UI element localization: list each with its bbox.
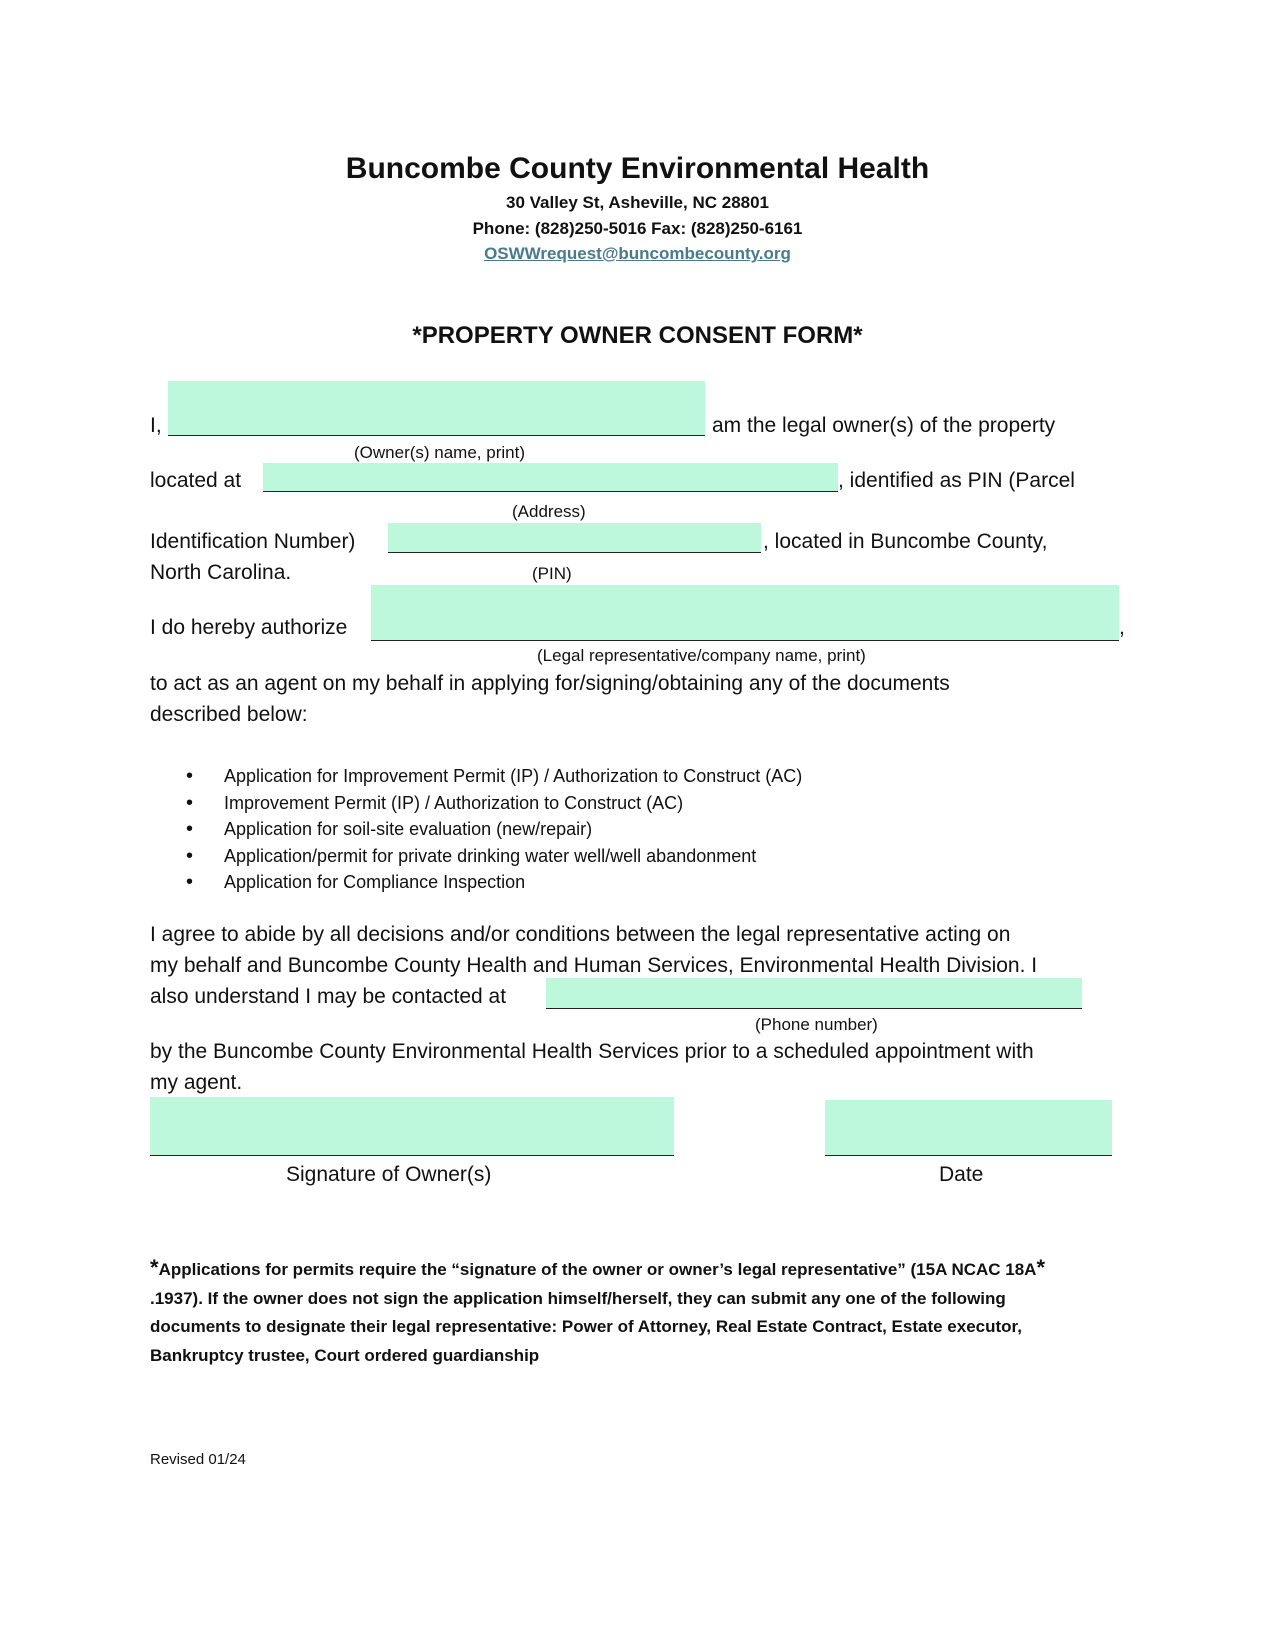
agree-text-line1: I agree to abide by all decisions and/or conditions between the legal representative acting on <box>150 923 1011 946</box>
legal-note <box>150 1254 1130 1370</box>
phone-field[interactable] <box>546 978 1082 1009</box>
asterisk: * <box>150 1255 159 1280</box>
legal-rep-field[interactable] <box>371 585 1119 641</box>
phone-caption: (Phone number) <box>755 1015 878 1034</box>
legal-rep-caption: (Legal representative/company name, print) <box>537 646 866 665</box>
authorize-text: I do hereby authorize <box>150 616 348 639</box>
contacted-text-line2: my agent. <box>150 1071 243 1094</box>
revision-date: Revised 01/24 <box>150 1451 246 1468</box>
north-carolina-text: North Carolina. <box>150 561 292 584</box>
agent-text-line1: to act as an agent on my behalf in applying for/signing/obtaining any of the documents <box>150 672 950 695</box>
contacted-text-line1: by the Buncombe County Environmental Health Services prior to a scheduled appointment with <box>150 1040 1034 1063</box>
documents-list <box>186 763 802 896</box>
date-field[interactable] <box>825 1100 1112 1156</box>
list-item: • Improvement Permit (IP) / Authorization to Construct (AC) <box>186 790 802 817</box>
agency-phone-fax: Phone: (828)250-5016 Fax: (828)250-6161 <box>472 219 803 238</box>
address-field[interactable] <box>263 463 838 492</box>
date-caption: Date <box>939 1163 984 1186</box>
comma: , <box>1119 616 1125 639</box>
i-prefix: I, <box>150 414 162 437</box>
pin-caption: (PIN) <box>532 564 572 583</box>
legal-note-line4: Bankruptcy trustee, Court ordered guardianship <box>150 1345 540 1365</box>
form-title: *PROPERTY OWNER CONSENT FORM* <box>412 322 863 349</box>
legal-note-line3: documents to designate their legal representative: Power of Attorney, Real Estate Contract, Estate executor, <box>150 1317 1022 1336</box>
identification-number-text: Identification Number) <box>150 530 356 553</box>
agency-address: 30 Valley St, Asheville, NC 28801 <box>505 193 770 212</box>
list-item: • Application for Improvement Permit (IP) / Authorization to Construct (AC) <box>186 763 802 790</box>
agree-text-line2: my behalf and Buncombe County Health and Human Services, Environmental Health Division. I <box>150 954 1038 977</box>
agent-text-line2: described below: <box>150 703 308 726</box>
owner-name-caption: (Owner(s) name, print) <box>354 443 525 462</box>
identified-as-text: , identified as PIN (Parcel <box>838 469 1075 492</box>
list-item: • Application/permit for private drinking water well/well abandonment <box>186 843 802 870</box>
signature-caption: Signature of Owner(s) <box>286 1163 492 1186</box>
list-item: • Application for soil-site evaluation (new/repair) <box>186 816 802 843</box>
legal-owner-text: am the legal owner(s) of the property <box>712 414 1056 437</box>
address-caption: (Address) <box>512 502 586 521</box>
agency-title: Buncombe County Environmental Health <box>345 152 930 185</box>
signature-field[interactable] <box>150 1097 674 1156</box>
agree-text-line3: also understand I may be contacted at <box>150 985 507 1008</box>
legal-note-line2: .1937). If the owner does not sign the application himself/herself, they can submit any one of the following <box>150 1288 1006 1308</box>
legal-note-line1: *Applications for permits require the “signature of the owner or owner’s legal representative” (15A NCAC 18A* <box>150 1255 1046 1280</box>
pin-field[interactable] <box>388 523 761 553</box>
located-at-text: located at <box>150 469 242 492</box>
owner-name-field[interactable] <box>168 381 705 436</box>
list-item: • Application for Compliance Inspection <box>186 869 802 896</box>
located-in-text: , located in Buncombe County, <box>763 530 1048 553</box>
agency-email-link[interactable]: OSWWrequest@buncombecounty.org <box>484 244 791 263</box>
